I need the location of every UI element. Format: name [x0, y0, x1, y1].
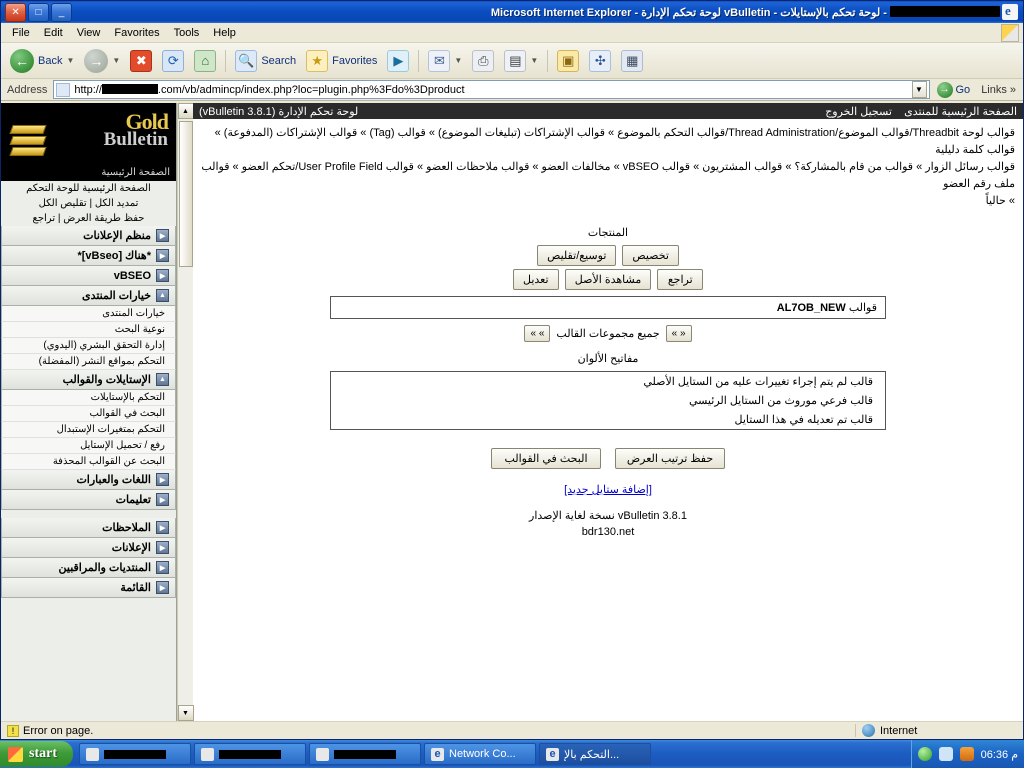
- sidebar-item-search-type[interactable]: نوعية البحث: [1, 322, 176, 338]
- chevron-down-icon-forward[interactable]: ▼: [112, 56, 121, 65]
- search-label: Search: [261, 54, 297, 67]
- stop-button[interactable]: [125, 48, 157, 74]
- discuss-button[interactable]: [616, 48, 648, 74]
- admin-top-bar: [193, 103, 1023, 119]
- favorites-label: Favorites: [332, 54, 378, 67]
- forum-home-link[interactable]: الصفحة الرئيسية للمنتدى: [904, 105, 1017, 118]
- vbulletin-gold-logo: [1, 103, 176, 181]
- logo-subtitle: الصفحة الرئيسية: [101, 167, 170, 178]
- edit-button[interactable]: [499, 48, 543, 74]
- sidebar-group-label: اللغات والعبارات: [76, 474, 151, 486]
- print-icon: ⎙: [472, 50, 494, 72]
- links-chevron-icon: »: [1009, 83, 1016, 96]
- status-zone-text: Internet: [880, 724, 918, 737]
- sidebar-item-forum-options[interactable]: خيارات المنتدى: [1, 306, 176, 322]
- status-zone: [855, 724, 1023, 737]
- maximize-button[interactable]: □: [28, 3, 49, 22]
- warning-icon: !: [7, 725, 19, 737]
- window-title: [72, 6, 1000, 19]
- legend-heading: مفاتيح الألوان: [577, 353, 639, 365]
- taskbar-item-label: التحكم بالإ...: [564, 748, 620, 761]
- discuss-icon: ▦: [621, 50, 643, 72]
- sidebar-group-notes[interactable]: [1, 518, 176, 538]
- button-row-top: [203, 245, 1013, 266]
- star-icon: ★: [306, 50, 328, 72]
- sidebar-save-view[interactable]: حفظ طريقة العرض | تراجع: [1, 211, 176, 226]
- links-label: Links: [981, 83, 1007, 96]
- sidebar-item-find-deleted-templates[interactable]: البحث عن القوالب المحذفة: [1, 454, 176, 470]
- chevron-down-icon-edit[interactable]: ▼: [530, 56, 539, 65]
- gold-bars-icon: [11, 125, 45, 158]
- window-icon: [316, 748, 329, 761]
- url-suffix: .com/vb/admincp/index.php?loc=plugin.php%3Fdo%3Dproduct: [157, 83, 465, 96]
- favorites-button[interactable]: [301, 48, 382, 74]
- internet-explorer-icon: [1002, 4, 1018, 20]
- sidebar-group-label: المنتديات والمراقبين: [58, 562, 151, 574]
- media-button[interactable]: [382, 48, 414, 74]
- legend-item-modified: قالب تم تعديله في هذا الستايل: [734, 414, 873, 426]
- color-legend: [330, 371, 886, 430]
- sidebar-item-publish-sites[interactable]: التحكم بمواقع النشر (المفضلة): [1, 354, 176, 370]
- expand-collapse-button[interactable]: توسيع/تقليص: [537, 245, 616, 266]
- status-bar: [1, 721, 1023, 739]
- media-icon: ▶: [387, 50, 409, 72]
- expand-triangle-icon: ▶: [156, 493, 169, 506]
- sidebar-group-label: تعليمات: [115, 494, 151, 506]
- sidebar-item-replacement-vars[interactable]: التحكم بمتغيرات الإستبدال: [1, 422, 176, 438]
- menu-view[interactable]: View: [76, 26, 101, 39]
- breadcrumb-line-1[interactable]: قوالب لوحة Threadbit/قوالب الموضوع/Thread Administration/قوالب التحكم بالموضوع » قوالب الإشتراكات (تبليغات الموضوع) » قوالب (Tag) » قوالب الإشتراكات (المدفوعة) » قوالب كلمة دليلية: [214, 127, 1015, 156]
- edit-icon: ▤: [504, 50, 526, 72]
- window-icon: [201, 748, 214, 761]
- sidebar-group-languages-phrases[interactable]: [1, 470, 176, 490]
- expand-triangle-icon: ▶: [156, 541, 169, 554]
- search-button[interactable]: [230, 48, 301, 74]
- links-button[interactable]: [977, 84, 1020, 96]
- toolbar-separator-1: [225, 50, 226, 72]
- collapse-triangle-icon: ▲: [156, 289, 169, 302]
- button-row-second: [203, 269, 1013, 290]
- sidebar-group-menu[interactable]: [1, 578, 176, 598]
- redacted-title-block: [890, 6, 1000, 17]
- sidebar-group-label: خيارات المنتدى: [81, 290, 151, 302]
- search-icon: 🔍: [235, 50, 257, 72]
- chevron-down-icon-mail[interactable]: ▼: [454, 56, 463, 65]
- redacted-task-label: [334, 750, 396, 759]
- sidebar-group-label: منظم الإعلانات: [83, 230, 151, 242]
- sidebar-group-label: الإستايلات والقوالب: [62, 374, 151, 386]
- revert-button[interactable]: تراجع: [657, 269, 703, 290]
- security-shield-icon[interactable]: [960, 747, 974, 761]
- back-arrow-icon: ←: [10, 49, 34, 73]
- sidebar-group-vbseo[interactable]: [1, 266, 176, 286]
- footer-version: vBulletin 3.8.1 نسخة لغاية الإصدار: [529, 510, 687, 522]
- expand-triangle-icon: ▶: [156, 581, 169, 594]
- address-url-text: [74, 84, 907, 96]
- msn-logo-icon: [1001, 24, 1019, 42]
- taskbar-item-admincp[interactable]: [539, 743, 651, 765]
- collapse-triangle-icon: ▲: [156, 373, 169, 386]
- add-style-link-wrap: [203, 483, 1013, 496]
- expand-triangle-icon: ▶: [156, 249, 169, 262]
- sidebar-group-ads-manager[interactable]: [1, 226, 176, 246]
- style-row-inner: [331, 297, 885, 318]
- sidebar-group-styles-templates[interactable]: [1, 370, 176, 390]
- volume-icon[interactable]: [939, 747, 953, 761]
- minimize-button[interactable]: _: [51, 3, 72, 22]
- start-label: start: [29, 746, 57, 761]
- action-row-bottom: [203, 448, 1013, 469]
- footer-site: bdr130.net: [581, 526, 635, 538]
- group-prev-button[interactable]: « »: [666, 325, 692, 342]
- taskbar: [0, 740, 1024, 768]
- sidebar-item-search-templates[interactable]: البحث في القوالب: [1, 406, 176, 422]
- admin-top-bar-links: [825, 105, 1017, 118]
- go-label: Go: [955, 83, 971, 96]
- style-group-row: [203, 325, 1013, 342]
- sidebar-item-style-manager[interactable]: التحكم بالإستايلات: [1, 390, 176, 406]
- network-status-icon[interactable]: [918, 747, 932, 761]
- home-button[interactable]: [189, 48, 221, 74]
- legend-item-unchanged: قالب لم يتم إجراء تغييرات عليه من الستايل الأصلي: [643, 376, 873, 388]
- menu-edit[interactable]: Edit: [43, 26, 63, 39]
- sidebar-group-label: الإعلانات: [111, 542, 151, 554]
- stop-icon: ✖: [130, 50, 152, 72]
- refresh-icon: ⟳: [162, 50, 184, 72]
- admin-sidebar: [1, 103, 177, 721]
- mail-button[interactable]: [423, 48, 467, 74]
- go-button[interactable]: [933, 82, 975, 98]
- browser-toolbar: [1, 43, 1023, 79]
- page-viewport: [1, 103, 1023, 721]
- page-footer: [203, 508, 1013, 540]
- folder-icon: ▣: [557, 50, 579, 72]
- print-button[interactable]: [467, 48, 499, 74]
- admin-panel-version: لوحة تحكم الإدارة (vBulletin 3.8.1): [199, 105, 359, 118]
- sidebar-group-forum-options[interactable]: [1, 286, 176, 306]
- back-label: Back: [38, 54, 63, 67]
- menu-favorites[interactable]: Favorites: [114, 26, 160, 39]
- add-style-link[interactable]: [إضافة ستايل جديد]: [564, 484, 652, 496]
- menu-file[interactable]: File: [12, 26, 30, 39]
- window-buttons: [3, 3, 72, 22]
- sidebar-group-announcements[interactable]: [1, 538, 176, 558]
- breadcrumb-nav: [193, 119, 1023, 212]
- home-icon: ⌂: [194, 50, 216, 72]
- globe-icon: [862, 724, 875, 737]
- style-row-name: AL7OB_NEW: [776, 302, 846, 314]
- logout-link[interactable]: تسجيل الخروج: [825, 105, 892, 118]
- expand-triangle-icon: ▶: [156, 229, 169, 242]
- menu-help[interactable]: Help: [213, 26, 236, 39]
- taskbar-item[interactable]: [79, 743, 191, 765]
- style-row[interactable]: [330, 296, 886, 319]
- chevron-down-icon[interactable]: ▼: [66, 56, 75, 65]
- sidebar-group-forums-moderators[interactable]: [1, 558, 176, 578]
- redacted-task-label: [104, 750, 166, 759]
- breadcrumb-line-3: » حالياً: [985, 195, 1015, 207]
- address-input[interactable]: [53, 80, 929, 99]
- url-prefix: http://: [74, 83, 102, 96]
- folder-button[interactable]: [552, 48, 584, 74]
- start-button[interactable]: [0, 741, 73, 767]
- expand-triangle-icon: ▶: [156, 269, 169, 282]
- vertical-scrollbar[interactable]: [177, 103, 193, 721]
- refresh-button[interactable]: [157, 48, 189, 74]
- research-icon: ✣: [589, 50, 611, 72]
- mail-icon: ✉: [428, 50, 450, 72]
- window-icon: [86, 748, 99, 761]
- toolbar-separator-3: [547, 50, 548, 72]
- taskbar-item-label: Network Co...: [449, 748, 516, 760]
- customize-button[interactable]: تخصيص: [622, 245, 679, 266]
- expand-triangle-icon: ▶: [156, 521, 169, 534]
- search-templates-button[interactable]: البحث في القوالب: [491, 448, 601, 469]
- system-tray: [911, 740, 1024, 768]
- group-row-label: جميع مجموعات القالب: [556, 328, 660, 340]
- forward-arrow-icon: →: [84, 49, 108, 73]
- group-next-button[interactable]: » »: [524, 325, 550, 342]
- go-arrow-icon: →: [937, 82, 953, 98]
- products-heading: المنتجات: [587, 227, 629, 239]
- close-button[interactable]: ✕: [5, 3, 26, 22]
- legend-item-inherited: قالب فرعي موروث من الستايل الرئيسي: [688, 395, 873, 407]
- scrollbar-thumb[interactable]: [179, 121, 193, 267]
- sidebar-item-human-verification[interactable]: إدارة التحقق البشري (اليدوي): [1, 338, 176, 354]
- taskbar-item-network[interactable]: [424, 743, 536, 765]
- status-error[interactable]: [1, 725, 99, 737]
- page-content: [193, 103, 1023, 721]
- clock[interactable]: 06:36 م: [980, 748, 1018, 761]
- view-original-button[interactable]: مشاهدة الأصل: [565, 269, 651, 290]
- scroll-down-arrow-icon[interactable]: ▼: [178, 705, 194, 721]
- internet-explorer-icon: [546, 748, 559, 761]
- logo-bulletin-text: Bulletin: [103, 129, 168, 150]
- sidebar-group-label: vBSEO: [113, 269, 151, 282]
- taskbar-item[interactable]: [194, 743, 306, 765]
- logo-gold-text: Gold: [125, 109, 168, 134]
- sidebar-item-upload-download-style[interactable]: رفع / تحميل الإستايل: [1, 438, 176, 454]
- address-label: Address: [7, 83, 48, 96]
- sidebar-home-title[interactable]: الصفحة الرئيسية للوحة التحكم: [1, 181, 176, 196]
- save-display-order-button[interactable]: حفظ ترتيب العرض: [615, 448, 725, 469]
- sidebar-group-vbseo-note[interactable]: [1, 246, 176, 266]
- address-bar: [1, 79, 1023, 101]
- scroll-up-arrow-icon[interactable]: ▲: [178, 103, 194, 119]
- back-button[interactable]: [5, 47, 79, 75]
- internet-explorer-icon: [431, 748, 444, 761]
- sidebar-group-label: القائمة: [120, 582, 151, 594]
- toolbar-separator-2: [418, 50, 419, 72]
- forward-button[interactable]: [79, 47, 125, 75]
- status-error-text: Error on page.: [23, 724, 94, 737]
- expand-triangle-icon: ▶: [156, 561, 169, 574]
- menu-bar: [1, 23, 1023, 43]
- window-title-text: - لوحة تحكم بالإستايلات - vBulletin لوحة تحكم الإدارة - Microsoft Internet Explorer: [490, 6, 887, 19]
- admin-main-body: [193, 212, 1023, 540]
- sidebar-group-label: *هناك [vBseo]*: [77, 250, 151, 262]
- taskbar-item[interactable]: [309, 743, 421, 765]
- sidebar-group-label: الملاحظات: [102, 522, 151, 534]
- expand-triangle-icon: ▶: [156, 473, 169, 486]
- menu-tools[interactable]: Tools: [173, 26, 200, 39]
- edit-button-main[interactable]: تعديل: [513, 269, 559, 290]
- windows-flag-icon: [8, 747, 23, 762]
- address-dropdown-icon[interactable]: ▼: [912, 81, 927, 98]
- style-row-prefix: قوالب: [848, 302, 877, 314]
- sidebar-group-help[interactable]: [1, 490, 176, 510]
- sidebar-expand-collapse[interactable]: تمديد الكل | تقليص الكل: [1, 196, 176, 211]
- research-button[interactable]: [584, 48, 616, 74]
- breadcrumb-line-2[interactable]: قوالب رسائل الزوار » قوالب من قام بالمشاركة؟ » قوالب المشتريون » قوالب vBSEO » مخالفات العضو » قوالب ملاحظات العضو » قوالب User Profile Field/تحكم العضو » قوالب ملف رقم العضو: [201, 161, 1015, 190]
- title-bar: [1, 1, 1023, 23]
- redacted-domain-block: [102, 84, 158, 94]
- page-icon: [56, 83, 70, 97]
- redacted-task-label: [219, 750, 281, 759]
